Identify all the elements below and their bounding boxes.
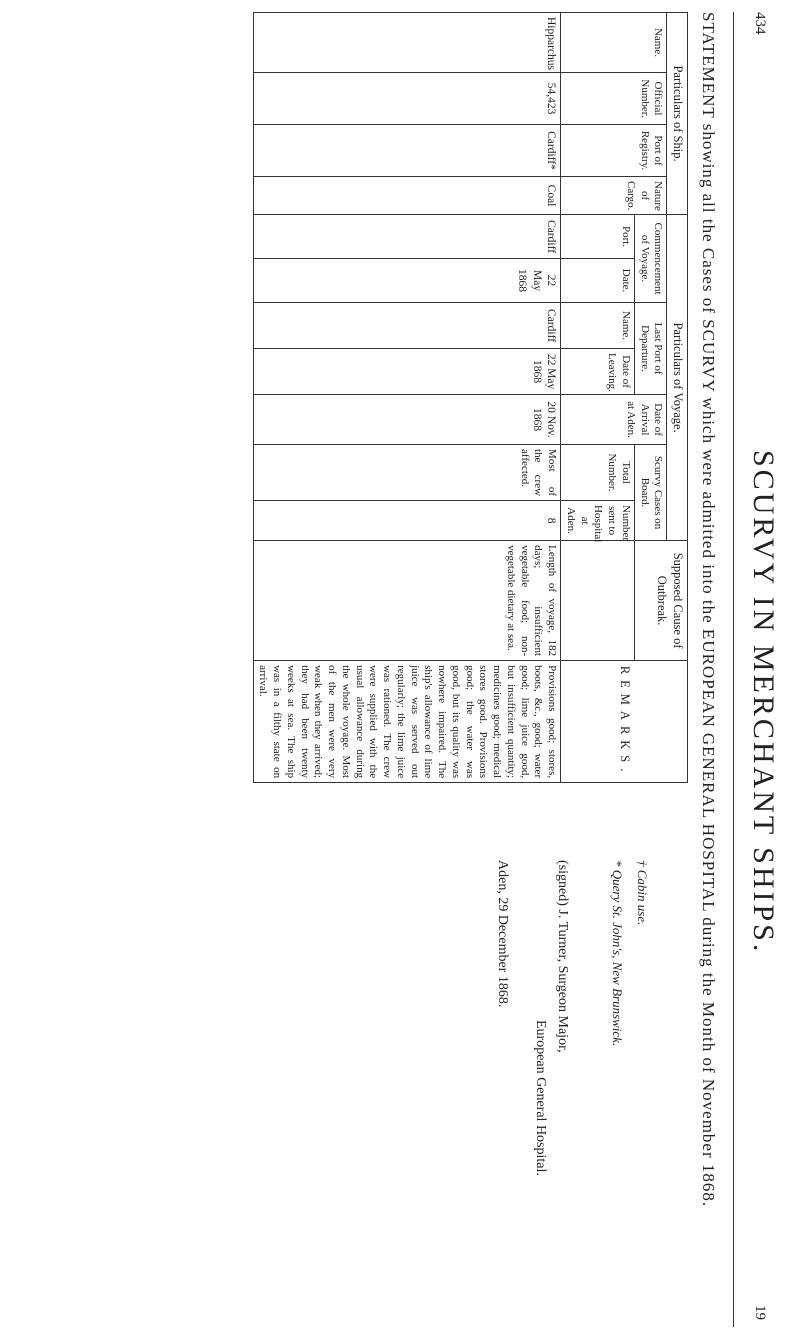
- page-number-right: 19: [752, 1305, 768, 1320]
- running-header: SCURVY IN MERCHANT SHIPS.: [747, 450, 780, 955]
- group-header-ship: Particulars of Ship.: [667, 13, 688, 215]
- footnote-dagger: † Cabin use.: [635, 860, 650, 926]
- cell-port: Cardiff: [253, 215, 561, 259]
- col-total-number: Total Number.: [561, 445, 635, 501]
- signature-name: (signed) J. Turner, Surgeon Major,: [555, 860, 570, 1053]
- remarks-header: REMARKS.: [561, 661, 688, 783]
- col-last-port: Last Port of Departure.: [634, 303, 667, 395]
- signature-institution: European General Hospital.: [533, 1020, 548, 1176]
- cell-date: 22 May 1868: [253, 259, 561, 303]
- cell-last-port: Cardiff: [253, 303, 561, 349]
- signature-place-date: Aden, 29 December 1868.: [495, 860, 510, 1008]
- page-number-left: 434: [752, 12, 768, 35]
- footnote-star: * Query St. John's, New Brunswick.: [610, 860, 625, 1047]
- group-header-voyage: Particulars of Voyage.: [667, 215, 688, 541]
- col-date-of-leaving: Date of Leaving.: [561, 349, 635, 395]
- col-scurvy-on-board: Scurvy Cases on Board.: [634, 445, 667, 541]
- col-nature-of-cargo: Nature of Cargo.: [561, 177, 667, 215]
- group-header-supposed-cause: [634, 541, 687, 661]
- col-cause-blank: [561, 541, 635, 661]
- statement-title: STATEMENT showing all the Cases of SCURVY which were admitted into the EUROPEAN GENERAL HOSPITAL during the Month of November 1868.: [699, 12, 718, 1208]
- cell-cause: Length of voyage, 182 days; insufficient vegetable food; non-vegetable dietary at sea.: [253, 541, 561, 661]
- col-official-number: Official Number.: [561, 73, 667, 125]
- col-port: Port.: [561, 215, 635, 259]
- supposed-cause-label: Supposed Cause of: [671, 552, 685, 649]
- scurvy-table: [253, 12, 688, 783]
- outbreak-label: Outbreak.: [655, 575, 670, 626]
- col-commencement: Commencement of Voyage.: [634, 215, 667, 303]
- cell-remarks: Provisions good; stores, boots, &c., good; water good; lime juice good, but insufficient quantity; medicines good; medical stores good. Provisions good; the water was good, but its quality was nowhere impaired. The ship's allowance of lime juice was served out regularly; the lime juice was rationed. The crew were supplied with the usual allowance during the whole voyage. Most of the men were very weak when they arrived; they had been twenty weeks at sea. The ship was in a filthy state on arrival.: [253, 661, 561, 783]
- cell-total-number: Most of the crew affected.: [253, 445, 561, 501]
- cell-official-number: 54,423: [253, 73, 561, 125]
- col-name: Name.: [561, 13, 667, 73]
- col-port-of-registry: Port of Registry.: [561, 125, 667, 177]
- cell-port-of-registry: Cardiff*: [253, 125, 561, 177]
- cell-ship-name: Hipparchus: [253, 13, 561, 73]
- cell-number-sent: 8: [253, 501, 561, 541]
- header-rule: [733, 12, 734, 1327]
- col-arrival: Date of Arrival at Aden.: [561, 395, 667, 445]
- col-last-name: Name.: [561, 303, 635, 349]
- col-date: Date.: [561, 259, 635, 303]
- col-number-sent: Number sent to Hospital at Aden.: [561, 501, 635, 541]
- cell-cargo: Coal: [253, 177, 561, 215]
- cell-arrival: 20 Nov. 1868: [253, 395, 561, 445]
- cell-date-of-leaving: 22 May 1868: [253, 349, 561, 395]
